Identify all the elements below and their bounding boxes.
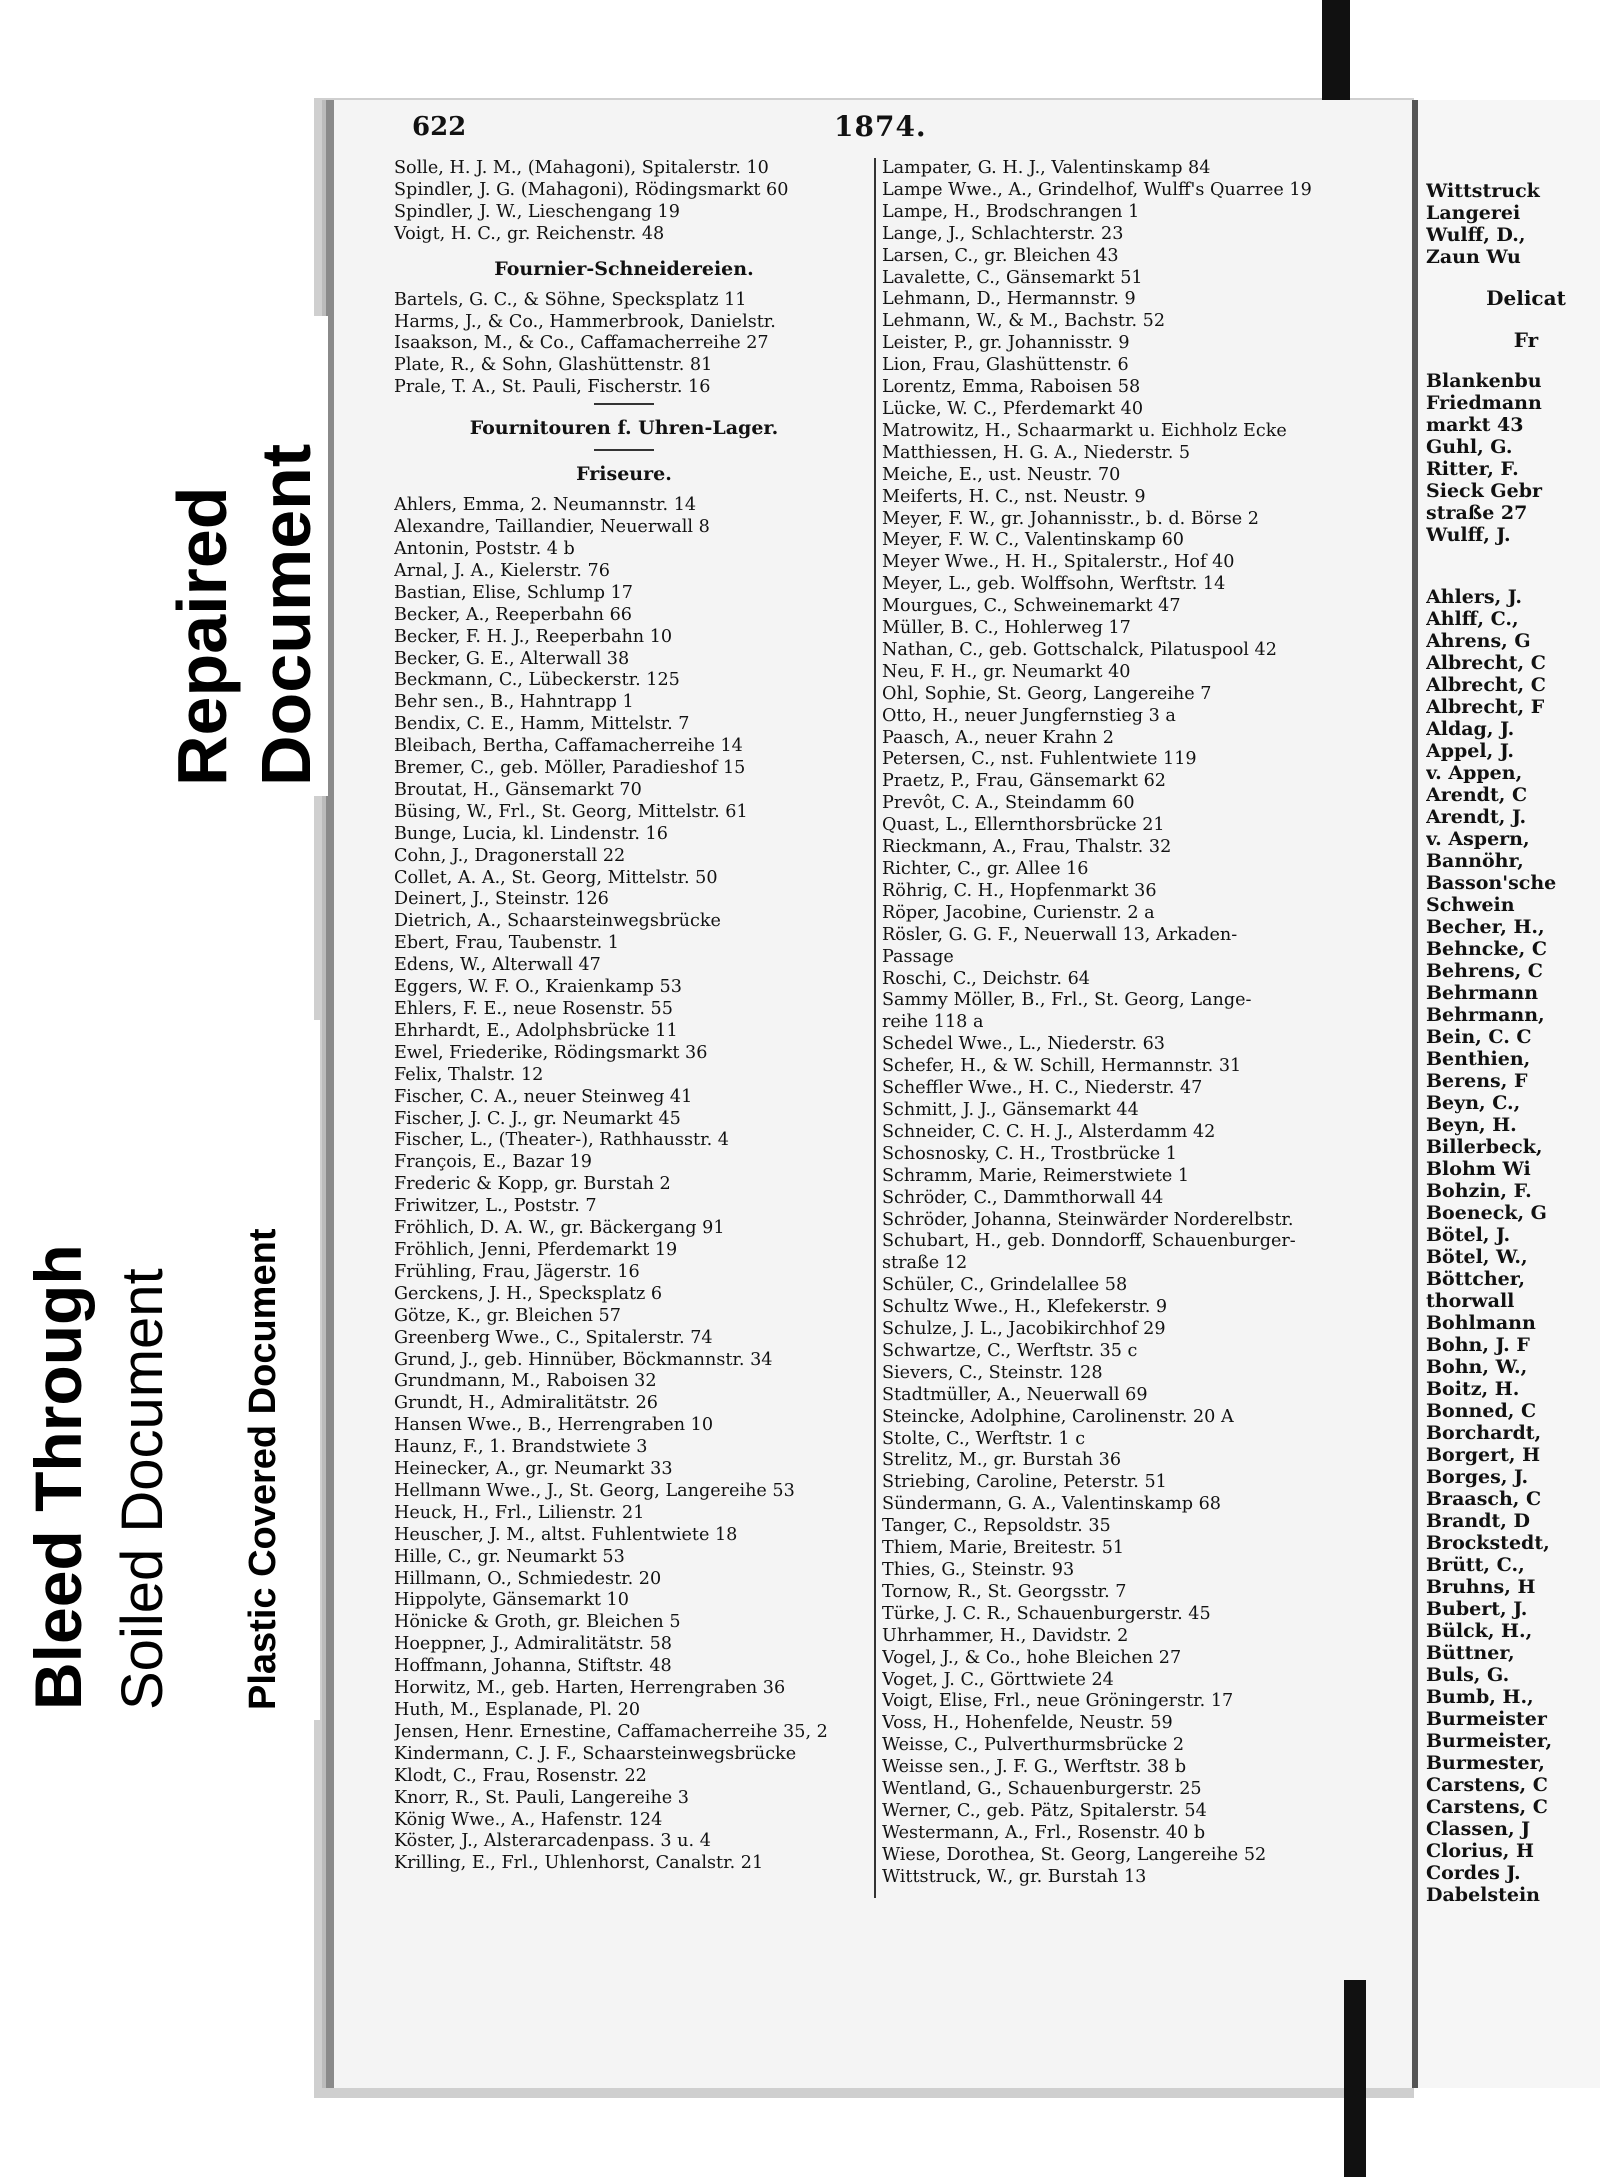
directory-entry: Eggers, W. F. O., Kraienkamp 53 (394, 977, 682, 998)
directory-entry: Hellmann Wwe., J., St. Georg, Langereihe 53 (394, 1480, 795, 1501)
directory-entry: Köster, J., Alsterarcadenpass. 3 u. 4 (394, 1831, 711, 1852)
directory-entry: Schultz Wwe., H., Klefekerstr. 9 (882, 1297, 1168, 1318)
directory-entry: Thies, G., Steinstr. 93 (882, 1560, 1075, 1580)
directory-entry: Tornow, R., St. Georgsstr. 7 (882, 1581, 1127, 1602)
directory-entry: Lampe Wwe., A., Grindelhof, Wulff's Quarree 19 (882, 179, 1312, 200)
facing-entry: Appel, J. (1426, 740, 1514, 762)
directory-entry: Bleibach, Bertha, Caffamacherreihe 14 (394, 736, 743, 757)
directory-entry: Lorentz, Emma, Raboisen 58 (882, 377, 1141, 398)
directory-entry: Rieckmann, A., Frau, Thalstr. 32 (882, 837, 1172, 858)
directory-entry: Scheffler Wwe., H. C., Niederstr. 47 (882, 1078, 1203, 1099)
directory-entry: Tanger, C., Repsoldstr. 35 (882, 1516, 1111, 1537)
directory-entry: Lavalette, C., Gänsemarkt 51 (882, 267, 1143, 288)
directory-entry: Becker, A., Reeperbahn 66 (394, 604, 632, 625)
directory-entry: Schneider, C. C. H. J., Alsterdamm 42 (882, 1121, 1216, 1142)
facing-entry: Böttcher, (1426, 1268, 1525, 1290)
facing-entry: Ahlers, J. (1426, 586, 1522, 608)
facing-entry: Ahlff, C., (1426, 608, 1519, 630)
directory-entry: Krilling, E., Frl., Uhlenhorst, Canalstr. 21 (394, 1853, 764, 1874)
directory-entry: Spindler, J. W., Lieschengang 19 (394, 201, 680, 222)
directory-entry: Ahlers, Emma, 2. Neumannstr. 14 (394, 495, 697, 516)
directory-entry: Grund, J., geb. Hinnüber, Böckmannstr. 34 (394, 1349, 773, 1370)
directory-entry: Voss, H., Hohenfelde, Neustr. 59 (882, 1713, 1173, 1734)
section-rule (594, 449, 654, 451)
directory-entry: Strelitz, M., gr. Burstah 36 (882, 1450, 1122, 1471)
directory-entry: Lange, J., Schlachterstr. 23 (882, 223, 1124, 244)
directory-entry: Wentland, G., Schauenburgerstr. 25 (882, 1779, 1202, 1800)
facing-entry: Burmeister (1426, 1708, 1547, 1730)
directory-entry: Petersen, C., nst. Fuhlentwiete 119 (882, 749, 1197, 770)
facing-entries-a (1426, 370, 1600, 546)
facing-entry: Bubert, J. (1426, 1598, 1528, 1620)
facing-entry: Blohm Wi (1426, 1158, 1531, 1180)
facing-entry: Beyn, H. (1426, 1114, 1517, 1136)
facing-entry: Albrecht, F (1426, 696, 1545, 718)
directory-entry: Cohn, J., Dragonerstall 22 (394, 845, 626, 866)
directory-entry: Büsing, W., Frl., St. Georg, Mittelstr. 61 (394, 801, 748, 822)
facing-entry: Carstens, C (1426, 1796, 1548, 1818)
facing-entry: Benthien, (1426, 1048, 1531, 1070)
directory-entry: Voigt, Elise, Frl., neue Gröningerstr. 17 (882, 1691, 1234, 1712)
directory-entry: Hönicke & Groth, gr. Bleichen 5 (394, 1612, 681, 1633)
directory-entry: Sammy Möller, B., Frl., St. Georg, Lange- (882, 990, 1252, 1011)
directory-entry: Knorr, R., St. Pauli, Langereihe 3 (394, 1787, 689, 1808)
section-heading-friseure: Friseure. (576, 463, 672, 486)
directory-entry: Hille, C., gr. Neumarkt 53 (394, 1546, 625, 1567)
facing-entry: Wulff, J. (1426, 524, 1511, 546)
directory-entry: Friwitzer, L., Poststr. 7 (394, 1196, 597, 1217)
directory-entry: Mourgues, C., Schweinemarkt 47 (882, 596, 1181, 617)
directory-entry: Fröhlich, Jenni, Pferdemarkt 19 (394, 1239, 678, 1260)
directory-entry: Greenberg Wwe., C., Spitalerstr. 74 (394, 1327, 713, 1348)
facing-entry: Bohn, J. F (1426, 1334, 1530, 1356)
directory-entry: Voigt, H. C., gr. Reichenstr. 48 (394, 223, 665, 244)
directory-entry: Türke, J. C. R., Schauenburgerstr. 45 (882, 1603, 1211, 1624)
directory-entry: Striebing, Caroline, Peterstr. 51 (882, 1472, 1167, 1493)
facing-entry: Bonned, C (1426, 1400, 1537, 1422)
facing-entry: Becher, H., (1426, 916, 1545, 938)
directory-entry: Hillmann, O., Schmiedestr. 20 (394, 1568, 662, 1589)
directory-entry: Jensen, Henr. Ernestine, Caffamacherreihe 35, 2 (394, 1721, 828, 1742)
directory-entry: Kindermann, C. J. F., Schaarsteinwegsbrücke (394, 1743, 797, 1764)
facing-entry: Bülck, H., (1426, 1620, 1533, 1642)
facing-entry: Bötel, J. (1426, 1224, 1511, 1246)
directory-entry: Ehlers, F. E., neue Rosenstr. 55 (394, 999, 673, 1019)
facing-entry: Bein, C. C (1426, 1026, 1532, 1048)
bleed-through-label: Bleed Through (21, 1244, 95, 1710)
directory-entry: Hoffmann, Johanna, Stiftstr. 48 (394, 1656, 672, 1677)
plastic-covered-label: Plastic Covered Document (242, 1228, 284, 1710)
directory-entry: Deinert, J., Steinstr. 126 (394, 889, 609, 910)
directory-entry: Ewel, Friederike, Rödingsmarkt 36 (394, 1042, 708, 1063)
directory-page (326, 100, 1416, 2088)
directory-entry: Isaakson, M., & Co., Caffamacherreihe 27 (394, 333, 769, 354)
directory-entry: Matrowitz, H., Schaarmarkt u. Eichholz Ecke (882, 420, 1287, 441)
section-heading-fournitouren: Fournitouren f. Uhren-Lager. (469, 417, 779, 440)
directory-entry: Solle, H. J. M., (Mahagoni), Spitalerstr. 10 (394, 158, 769, 178)
directory-entry: Stadtmüller, A., Neuerwall 69 (882, 1384, 1148, 1405)
left-column (394, 158, 854, 1875)
facing-entry: Brockstedt, (1426, 1532, 1550, 1554)
directory-entry: Frederic & Kopp, gr. Burstah 2 (394, 1174, 671, 1195)
directory-entry: Werner, C., geb. Pätz, Spitalerstr. 54 (882, 1800, 1207, 1821)
facing-entry: Guhl, G. (1426, 436, 1513, 458)
directory-entry: Gerckens, J. H., Specksplatz 6 (394, 1283, 663, 1304)
directory-entry: Schedel Wwe., L., Niederstr. 63 (882, 1034, 1166, 1055)
directory-entry: Weisse sen., J. F. G., Werftstr. 38 b (882, 1757, 1187, 1778)
facing-entry: Dabelstein (1426, 1884, 1540, 1906)
directory-entry: Steincke, Adolphine, Carolinenstr. 20 A (882, 1406, 1234, 1427)
facing-entry: Büttner, (1426, 1642, 1515, 1664)
directory-entry: Fischer, J. C. J., gr. Neumarkt 45 (394, 1108, 681, 1129)
directory-entry: Bartels, G. C., & Söhne, Specksplatz 11 (394, 289, 747, 310)
directory-entry: Meyer, F. W., gr. Johannisstr., b. d. Börse 2 (882, 508, 1259, 529)
directory-entry: Fischer, C. A., neuer Steinweg 41 (394, 1086, 693, 1107)
directory-entry: Richter, C., gr. Allee 16 (882, 859, 1089, 879)
directory-entry: König Wwe., A., Hafenstr. 124 (394, 1809, 663, 1830)
repaired-label-line1: Repaired (163, 486, 241, 786)
directory-entry: Schüler, C., Grindelallee 58 (882, 1275, 1128, 1296)
directory-entry: Heuck, H., Frl., Lilienstr. 21 (394, 1502, 645, 1523)
directory-entry: Voget, J. C., Görttwiete 24 (882, 1669, 1114, 1690)
directory-entry: Larsen, C., gr. Bleichen 43 (882, 245, 1119, 266)
facing-entry: Boitz, H. (1426, 1378, 1520, 1400)
directory-entry: Grundt, H., Admiralitätstr. 26 (394, 1393, 658, 1414)
directory-entry: Schröder, Johanna, Steinwärder Norderelbstr. (882, 1209, 1294, 1230)
facing-entries-b (1426, 586, 1600, 1906)
directory-entry: Felix, Thalstr. 12 (394, 1064, 544, 1085)
facing-entry: Classen, J (1426, 1818, 1531, 1840)
directory-entry: Harms, J., & Co., Hammerbrook, Danielstr. (394, 311, 776, 332)
directory-entry: Röper, Jacobine, Curienstr. 2 a (882, 902, 1155, 923)
facing-entry: Bohn, W., (1426, 1356, 1528, 1378)
facing-entry: markt 43 (1426, 414, 1524, 436)
facing-entry: Cordes J. (1426, 1862, 1521, 1884)
directory-entry: Quast, L., Ellernthorsbrücke 21 (882, 815, 1165, 836)
facing-entry: Braasch, C (1426, 1488, 1542, 1510)
directory-entry: Passage (882, 946, 954, 967)
facing-entry: Buls, G. (1426, 1664, 1510, 1686)
directory-entry: Dietrich, A., Schaarsteinwegsbrücke (394, 911, 721, 932)
directory-entry: Behr sen., B., Hahntrapp 1 (394, 692, 634, 713)
directory-entry: Schramm, Marie, Reimerstwiete 1 (882, 1165, 1190, 1186)
directory-entry: Meyer Wwe., H. H., Spitalerstr., Hof 40 (882, 552, 1235, 573)
directory-entry: Otto, H., neuer Jungfernstieg 3 a (882, 705, 1176, 726)
directory-entry: Hippolyte, Gänsemarkt 10 (394, 1590, 629, 1611)
directory-entry: Klodt, C., Frau, Rosenstr. 22 (394, 1765, 647, 1786)
directory-entry: Heinecker, A., gr. Neumarkt 33 (394, 1459, 673, 1480)
directory-entry: Antonin, Poststr. 4 b (394, 538, 575, 559)
repaired-document-label (130, 316, 328, 796)
directory-entry: Haunz, F., 1. Brandstwiete 3 (394, 1437, 648, 1458)
directory-entry: Götze, K., gr. Bleichen 57 (394, 1305, 621, 1326)
facing-entry: Ritter, F. (1426, 458, 1519, 480)
directory-entry: Becker, G. E., Alterwall 38 (394, 648, 630, 669)
directory-entry: Schulze, J. L., Jacobikirchhof 29 (882, 1319, 1166, 1340)
facing-entry: Brütt, C., (1426, 1554, 1525, 1576)
facing-entry: Borchardt, (1426, 1422, 1542, 1444)
directory-entry: Grundmann, M., Raboisen 32 (394, 1371, 657, 1392)
directory-entry: Meiche, E., ust. Neustr. 70 (882, 464, 1121, 485)
facing-entry: Albrecht, C (1426, 652, 1546, 674)
directory-entry: Schmitt, J. J., Gänsemarkt 44 (882, 1099, 1139, 1120)
directory-entry: Schwartze, C., Werftstr. 35 c (882, 1340, 1138, 1361)
directory-entry: Beckmann, C., Lübeckerstr. 125 (394, 670, 680, 691)
friseure-entries (394, 495, 854, 1875)
directory-entry: Rösler, G. G. F., Neuerwall 13, Arkaden- (882, 924, 1238, 945)
directory-entry: Paasch, A., neuer Krahn 2 (882, 727, 1114, 748)
section-rule (594, 403, 654, 405)
directory-entry: Uhrhammer, H., Davidstr. 2 (882, 1625, 1129, 1646)
directory-entry: Röhrig, C. H., Hopfenmarkt 36 (882, 880, 1157, 901)
directory-entry: Broutat, H., Gänsemarkt 70 (394, 779, 642, 800)
facing-entry: Zaun Wu (1426, 246, 1521, 268)
facing-entry: Behrmann, (1426, 1004, 1545, 1026)
top-entries (394, 158, 854, 246)
facing-entry: Schwein (1426, 894, 1515, 916)
directory-entry: Wiese, Dorothea, St. Georg, Langereihe 52 (882, 1844, 1267, 1865)
facing-entry: Friedmann (1426, 392, 1542, 414)
right-column (874, 158, 1382, 1898)
directory-entry: Lampe, H., Brodschrangen 1 (882, 201, 1140, 222)
facing-entry: Langerei (1426, 202, 1521, 224)
directory-entry: Meiferts, H. C., nst. Neustr. 9 (882, 486, 1146, 507)
directory-entry: Heuscher, J. M., altst. Fuhlentwiete 18 (394, 1524, 738, 1545)
facing-entry: Blankenbu (1426, 370, 1542, 392)
directory-entry: Ebert, Frau, Taubenstr. 1 (394, 933, 619, 954)
directory-entry: Arnal, J. A., Kielerstr. 76 (394, 560, 610, 581)
directory-entry: Lion, Frau, Glashüttenstr. 6 (882, 355, 1129, 376)
directory-entry: Lehmann, D., Hermannstr. 9 (882, 289, 1136, 310)
directory-entry: Becker, F. H. J., Reeperbahn 10 (394, 626, 673, 647)
right-entries (882, 158, 1382, 1889)
directory-entry: Hansen Wwe., B., Herrengraben 10 (394, 1415, 714, 1436)
directory-entry: Meyer, L., geb. Wolffsohn, Werftstr. 14 (882, 574, 1226, 595)
directory-entry: Lücke, W. C., Pferdemarkt 40 (882, 398, 1144, 419)
directory-entry: Frühling, Frau, Jägerstr. 16 (394, 1261, 640, 1282)
directory-entry: Stolte, C., Werftstr. 1 c (882, 1428, 1086, 1449)
directory-entry: Matthiessen, H. G. A., Niederstr. 5 (882, 442, 1191, 463)
facing-entry: Brandt, D (1426, 1510, 1530, 1532)
facing-entry: Bumb, H., (1426, 1686, 1534, 1708)
directory-entry: Lampater, G. H. J., Valentinskamp 84 (882, 158, 1211, 178)
facing-entry: Clorius, H (1426, 1840, 1534, 1862)
facing-entry: Berens, F (1426, 1070, 1528, 1092)
directory-entry: Prale, T. A., St. Pauli, Fischerstr. 16 (394, 377, 711, 398)
directory-entry: Nathan, C., geb. Gottschalck, Pilatuspool 42 (882, 639, 1277, 660)
facing-entry: v. Appen, (1426, 762, 1523, 784)
directory-entry: Wittstruck, W., gr. Burstah 13 (882, 1866, 1147, 1887)
directory-entry: Ohl, Sophie, St. Georg, Langereihe 7 (882, 683, 1212, 704)
directory-entry: Horwitz, M., geb. Harten, Herrengraben 36 (394, 1678, 786, 1699)
directory-entry: Bastian, Elise, Schlump 17 (394, 582, 633, 603)
directory-entry: Bremer, C., geb. Möller, Paradieshof 15 (394, 758, 746, 779)
directory-entry: Spindler, J. G. (Mahagoni), Rödingsmarkt 60 (394, 179, 789, 200)
facing-entry: Albrecht, C (1426, 674, 1546, 696)
facing-entry: Borges, J. (1426, 1466, 1529, 1488)
directory-entry: Lehmann, W., & M., Bachstr. 52 (882, 311, 1166, 332)
directory-entry: Weisse, C., Pulverthurmsbrücke 2 (882, 1735, 1185, 1756)
facing-entry: Bohzin, F. (1426, 1180, 1532, 1202)
facing-entry: Behrens, C (1426, 960, 1543, 982)
repaired-label-line2: Document (247, 443, 325, 786)
directory-entry: Praetz, P., Frau, Gänsemarkt 62 (882, 771, 1166, 792)
directory-entry: Fröhlich, D. A. W., gr. Bäckergang 91 (394, 1218, 725, 1239)
directory-entry: Prevôt, C. A., Steindamm 60 (882, 793, 1135, 814)
directory-entry: Huth, M., Esplanade, Pl. 20 (394, 1700, 641, 1720)
directory-entry: Leister, P., gr. Johannisstr. 9 (882, 333, 1130, 354)
facing-entry: Boeneck, G (1426, 1202, 1547, 1224)
facing-entry: Bannöhr, (1426, 850, 1524, 872)
facing-entry: Burmeister, (1426, 1730, 1553, 1752)
soiled-document-label: Soiled Document (110, 1268, 175, 1710)
directory-entry: straße 12 (882, 1253, 968, 1274)
facing-entry: Burmester, (1426, 1752, 1545, 1774)
facing-heading: Delicat (1486, 286, 1566, 310)
section-heading-fournier: Fournier-Schneidereien. (494, 257, 754, 280)
directory-entry: Plate, R., & Sohn, Glashüttenstr. 81 (394, 355, 713, 376)
facing-entry: Aldag, J. (1426, 718, 1515, 740)
facing-column (1426, 180, 1600, 1906)
facing-entry: Wulff, D., (1426, 224, 1526, 246)
directory-entry: Ehrhardt, E., Adolphsbrücke 11 (394, 1020, 678, 1041)
fournier-entries (394, 290, 854, 400)
facing-top-entries (1426, 180, 1600, 268)
directory-entry: Schröder, C., Dammthorwall 44 (882, 1187, 1164, 1208)
binding-strip-bottom (1344, 1980, 1366, 2177)
facing-entry: Arendt, J. (1426, 806, 1527, 828)
directory-entry: Sündermann, G. A., Valentinskamp 68 (882, 1494, 1221, 1515)
directory-entry: Fischer, L., (Theater-), Rathhausstr. 4 (394, 1130, 729, 1151)
facing-entry: thorwall (1426, 1290, 1515, 1312)
directory-entry: Roschi, C., Deichstr. 64 (882, 968, 1090, 989)
degradation-labels (0, 1020, 320, 1720)
facing-entry: Carstens, C (1426, 1774, 1548, 1796)
directory-entry: Schosnosky, C. H., Trostbrücke 1 (882, 1143, 1177, 1164)
facing-subheading: Fr (1513, 328, 1539, 352)
facing-entry: Borgert, H (1426, 1444, 1541, 1466)
directory-entry: Neu, F. H., gr. Neumarkt 40 (882, 661, 1131, 682)
facing-entry: Behncke, C (1426, 938, 1547, 960)
directory-entry: Sievers, C., Steinstr. 128 (882, 1362, 1103, 1383)
directory-entry: Müller, B. C., Hohlerweg 17 (882, 618, 1131, 639)
directory-entry: Bendix, C. E., Hamm, Mittelstr. 7 (394, 714, 690, 735)
directory-entry: Collet, A. A., St. Georg, Mittelstr. 50 (394, 867, 718, 888)
facing-entry: Sieck Gebr (1426, 480, 1542, 502)
directory-entry: Alexandre, Taillandier, Neuerwall 8 (394, 517, 710, 538)
facing-entry: Ahrens, G (1426, 630, 1531, 652)
facing-entry: v. Aspern, (1426, 828, 1530, 850)
directory-entry: Westermann, A., Frl., Rosenstr. 40 b (882, 1822, 1206, 1843)
facing-entry: Behrmann (1426, 982, 1539, 1004)
directory-entry: reihe 118 a (882, 1012, 984, 1033)
facing-entry: Beyn, C., (1426, 1092, 1521, 1114)
directory-entry: Schubart, H., geb. Donndorff, Schauenburger- (882, 1231, 1296, 1252)
facing-entry: Bruhns, H (1426, 1576, 1536, 1598)
facing-entry: Bötel, W., (1426, 1246, 1528, 1268)
directory-entry: Edens, W., Alterwall 47 (394, 955, 601, 976)
facing-entry: Wittstruck (1426, 180, 1540, 202)
directory-entry: Thiem, Marie, Breitestr. 51 (882, 1538, 1125, 1559)
facing-entry: Bohlmann (1426, 1312, 1536, 1334)
facing-page (1412, 100, 1600, 2088)
directory-entry: Vogel, J., & Co., hohe Bleichen 27 (882, 1647, 1182, 1668)
facing-entry: Billerbeck, (1426, 1136, 1543, 1158)
directory-entry: Bunge, Lucia, kl. Lindenstr. 16 (394, 823, 668, 844)
directory-entry: Meyer, F. W. C., Valentinskamp 60 (882, 530, 1184, 551)
directory-entry: François, E., Bazar 19 (394, 1152, 592, 1173)
facing-entry: straße 27 (1426, 502, 1528, 524)
directory-entry: Hoeppner, J., Admiralitätstr. 58 (394, 1634, 672, 1655)
year-heading: 1874. (834, 110, 927, 143)
facing-entry: Arendt, C (1426, 784, 1528, 806)
page-number: 622 (412, 112, 467, 142)
directory-entry: Schefer, H., & W. Schill, Hermannstr. 31 (882, 1056, 1242, 1077)
facing-entry: Basson'sche (1426, 872, 1557, 894)
